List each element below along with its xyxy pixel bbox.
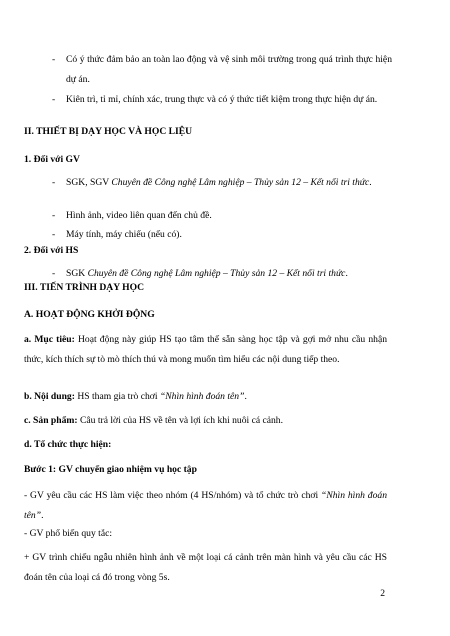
list-item: - Máy tính, máy chiếu (nếu có). — [52, 225, 392, 245]
paragraph-content: b. Nội dung: HS tham gia trò chơi “Nhìn hình đoán tên”. — [24, 391, 247, 402]
list-item: - Có ý thức đảm bảo an toàn lao động và vệ sinh môi trường trong quá trình thực hiện dự án. — [52, 50, 392, 90]
subsection-heading: 2. Đối với HS — [24, 245, 79, 256]
paragraph-organization: d. Tổ chức thực hiện: — [24, 439, 112, 450]
section-heading: III. TIẾN TRÌNH DẠY HỌC — [24, 282, 145, 293]
list-item-text: SGK, SGV — [66, 177, 112, 188]
book-title: Chuyên đề Công nghệ Lâm nghiệp – Thủy sản 12 – Kết nối tri thức — [111, 177, 370, 188]
list-item: - SGK Chuyên đề Công nghệ Lâm nghiệp – Thủy sản 12 – Kết nối tri thức. — [52, 268, 348, 279]
subsection-heading: 1. Đối với GV — [24, 154, 80, 165]
step-heading: Bước 1: GV chuyển giao nhiệm vụ học tập — [24, 464, 197, 475]
paragraph-product: c. Sản phẩm: Câu trả lời của HS về tên và lợi ích khi nuôi cá cảnh. — [24, 415, 284, 426]
list-item-text: Có ý thức đảm bảo an toàn lao động và vệ sinh môi trường trong quá trình thực hiện dự án. — [66, 54, 392, 85]
list-item-text: Kiên trì, tỉ mỉ, chính xác, trung thực và có ý thức tiết kiệm trong thực hiện dự án. — [66, 94, 378, 105]
book-title: Chuyên đề Công nghệ Lâm nghiệp – Thủy sản 12 – Kết nối tri thức — [87, 268, 346, 279]
paragraph: - GV yêu cầu các HS làm việc theo nhóm (4 HS/nhóm) và tổ chức trò chơi “Nhìn hình đoán tên”. — [24, 490, 387, 521]
list-item: - SGK, SGV Chuyên đề Công nghệ Lâm nghiệp – Thủy sản 12 – Kết nối tri thức. — [52, 177, 372, 188]
list-item-text: Máy tính, máy chiếu (nếu có). — [66, 229, 182, 240]
page-number: 2 — [380, 588, 385, 599]
paragraph: + GV trình chiếu ngẫu nhiên hình ảnh về một loại cá cảnh trên màn hình và yêu cầu các HS đoán tên của loại cá đó trong vòng 5s. — [24, 552, 387, 583]
section-heading: II. THIẾT BỊ DẠY HỌC VÀ HỌC LIỆU — [24, 126, 193, 137]
paragraph-objective: a. Mục tiêu: Hoạt động này giúp HS tạo tâm thế sẵn sàng học tập và gợi mở nhu cầu nhận thức, kích thích sự tò mò thích thú và mong muốn tìm hiểu các nội dung tiếp theo. — [24, 334, 387, 365]
list-item: - Hình ảnh, video liên quan đến chủ đề. — [52, 206, 392, 226]
list-item-text: Hình ảnh, video liên quan đến chủ đề. — [66, 210, 212, 221]
activity-heading: A. HOẠT ĐỘNG KHỞI ĐỘNG — [24, 309, 155, 320]
list-item-text: SGK — [66, 268, 88, 279]
list-item: - Kiên trì, tỉ mỉ, chính xác, trung thực và có ý thức tiết kiệm trong thực hiện dự án. — [52, 90, 392, 110]
paragraph: - GV phổ biến quy tắc: — [24, 528, 113, 539]
